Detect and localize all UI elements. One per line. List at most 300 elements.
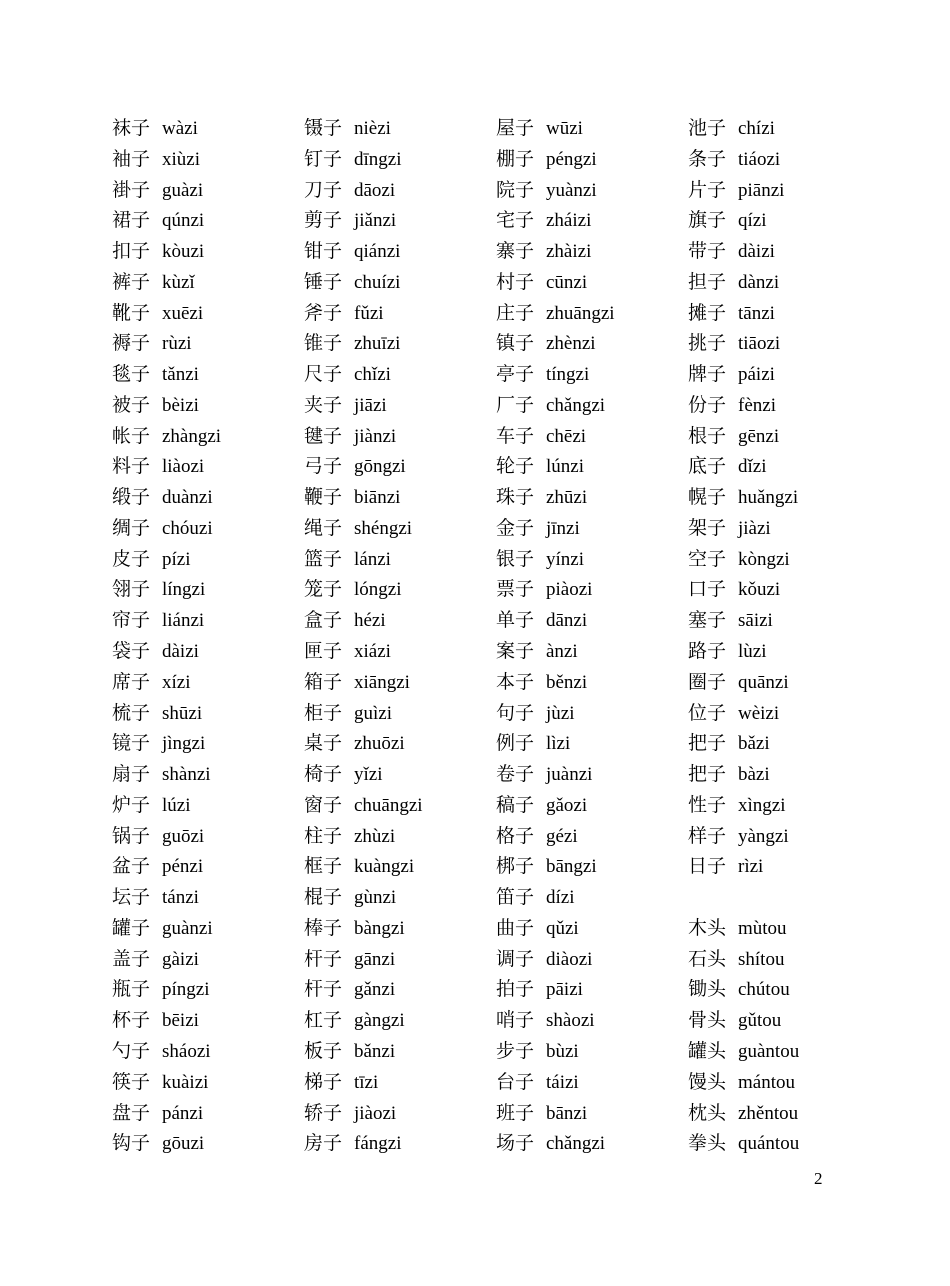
chinese-word: 院子 <box>496 178 535 201</box>
pinyin-reading: tiáozi <box>738 148 781 170</box>
chinese-word: 箱子 <box>304 670 343 693</box>
word-entry <box>112 605 302 636</box>
pinyin-reading: guàntou <box>738 1040 800 1062</box>
word-entry <box>304 482 494 513</box>
pinyin-reading: dànzi <box>738 271 780 293</box>
word-entry <box>496 790 686 821</box>
pinyin-reading: jiànzi <box>354 425 397 447</box>
pinyin-reading: kòuzi <box>162 241 205 263</box>
word-entry <box>304 359 494 390</box>
pinyin-reading: xiāngzi <box>354 671 410 693</box>
word-entry <box>112 205 302 236</box>
word-entry <box>304 1098 494 1129</box>
pinyin-reading: běnzi <box>546 671 588 693</box>
word-entry <box>688 113 878 144</box>
word-entry <box>112 544 302 575</box>
word-entry <box>112 790 302 821</box>
pinyin-reading: chuízi <box>354 271 401 293</box>
word-entry <box>304 605 494 636</box>
pinyin-reading: fángzi <box>354 1133 402 1155</box>
chinese-word: 屋子 <box>496 117 535 139</box>
pinyin-reading: jùzi <box>546 702 575 724</box>
chinese-word: 梳子 <box>112 701 151 724</box>
chinese-word: 毽子 <box>304 424 343 447</box>
chinese-word: 钩子 <box>112 1132 151 1155</box>
chinese-word: 调子 <box>496 947 535 970</box>
chinese-word: 性子 <box>688 793 727 816</box>
pinyin-reading: pāizi <box>546 979 583 1001</box>
pinyin-reading: kùzǐ <box>162 271 195 293</box>
chinese-word: 口子 <box>688 578 727 601</box>
pinyin-reading: shūzi <box>162 702 203 724</box>
chinese-word: 笼子 <box>304 578 343 601</box>
word-entry <box>496 851 686 882</box>
pinyin-reading: tánzi <box>162 887 199 909</box>
chinese-word: 扇子 <box>112 763 151 786</box>
word-entry <box>304 974 494 1005</box>
word-entry <box>112 144 302 175</box>
word-entry <box>304 1067 494 1098</box>
word-entry <box>688 636 878 667</box>
word-entry <box>496 1005 686 1036</box>
chinese-word: 绸子 <box>112 516 151 539</box>
word-entry <box>496 974 686 1005</box>
chinese-word: 锅子 <box>112 824 151 847</box>
pinyin-reading: quántou <box>738 1133 800 1155</box>
chinese-word: 案子 <box>496 640 535 663</box>
chinese-word: 袖子 <box>112 147 151 170</box>
pinyin-reading: kuàizi <box>162 1071 209 1093</box>
chinese-word: 亭子 <box>496 363 535 386</box>
pinyin-reading: guàzi <box>162 179 204 201</box>
word-entry <box>304 851 494 882</box>
pinyin-reading: jiāzi <box>354 394 387 416</box>
chinese-word: 架子 <box>688 516 727 539</box>
word-entry <box>688 482 878 513</box>
chinese-word: 席子 <box>112 670 151 693</box>
chinese-word: 梆子 <box>496 855 535 878</box>
chinese-word: 裤子 <box>112 270 151 293</box>
chinese-word: 帘子 <box>112 609 151 632</box>
chinese-word: 条子 <box>688 147 727 170</box>
word-entry <box>688 974 878 1005</box>
word-entry <box>688 421 878 452</box>
chinese-word: 筷子 <box>112 1070 151 1093</box>
chinese-word: 钉子 <box>304 147 343 170</box>
pinyin-reading: xìngzi <box>738 794 786 816</box>
chinese-word: 绳子 <box>304 516 343 539</box>
word-entry <box>688 728 878 759</box>
pinyin-reading: guìzi <box>354 702 392 724</box>
pinyin-reading: zhūzi <box>546 487 588 509</box>
chinese-word: 椅子 <box>304 763 343 786</box>
word-entry <box>112 298 302 329</box>
word-entry <box>688 944 878 975</box>
chinese-word: 房子 <box>304 1132 343 1155</box>
word-entry <box>112 759 302 790</box>
chinese-word: 镜子 <box>112 732 151 755</box>
chinese-word: 板子 <box>304 1039 343 1062</box>
chinese-word: 窗子 <box>304 793 343 816</box>
pinyin-reading: chútou <box>738 979 790 1001</box>
chinese-word: 卷子 <box>496 763 535 786</box>
pinyin-reading: dāozi <box>354 179 396 201</box>
word-entry <box>112 1036 302 1067</box>
word-column-1 <box>112 113 302 1159</box>
word-entry <box>688 298 878 329</box>
pinyin-reading: gǔtou <box>738 1010 782 1032</box>
word-entry <box>496 574 686 605</box>
blank-row <box>688 882 878 913</box>
chinese-word: 梯子 <box>304 1070 343 1093</box>
pinyin-reading: bǎzi <box>738 733 770 755</box>
pinyin-reading: pánzi <box>162 1102 204 1124</box>
pinyin-reading: xiázi <box>354 641 391 663</box>
pinyin-reading: bāngzi <box>546 856 597 878</box>
pinyin-reading: péngzi <box>546 148 597 170</box>
pinyin-reading: bēizi <box>162 1010 199 1032</box>
chinese-word: 罐头 <box>688 1039 727 1062</box>
pinyin-reading: wèizi <box>738 702 780 724</box>
word-entry <box>304 728 494 759</box>
pinyin-reading: fǔzi <box>354 302 384 324</box>
word-entry <box>304 144 494 175</box>
pinyin-reading: guànzi <box>162 917 213 939</box>
chinese-word: 炉子 <box>112 793 151 816</box>
word-entry <box>304 1036 494 1067</box>
chinese-word: 锄头 <box>688 978 727 1001</box>
pinyin-reading: dàizi <box>738 241 775 263</box>
chinese-word: 盖子 <box>112 947 151 970</box>
chinese-word: 骨头 <box>688 1009 727 1032</box>
pinyin-reading: xiùzi <box>162 148 200 170</box>
pinyin-reading: bàzi <box>738 764 770 786</box>
pinyin-reading: shítou <box>738 948 785 970</box>
word-entry <box>112 851 302 882</box>
word-entry <box>304 636 494 667</box>
pinyin-reading: wàzi <box>162 118 198 139</box>
chinese-word: 盆子 <box>112 855 151 878</box>
chinese-word: 把子 <box>688 732 727 755</box>
chinese-word: 镇子 <box>496 332 535 355</box>
pinyin-reading: qǔzi <box>546 917 579 939</box>
chinese-word: 哨子 <box>496 1009 535 1032</box>
chinese-word: 根子 <box>688 424 727 447</box>
pinyin-reading: lúnzi <box>546 456 584 478</box>
word-entry <box>112 1005 302 1036</box>
page-number: 2 <box>814 1169 823 1188</box>
pinyin-reading: páizi <box>738 364 775 386</box>
chinese-word: 木头 <box>688 916 727 939</box>
word-entry <box>112 667 302 698</box>
pinyin-reading: gōuzi <box>162 1133 205 1155</box>
word-entry <box>688 328 878 359</box>
chinese-word: 柜子 <box>304 701 343 724</box>
chinese-word: 摊子 <box>688 301 727 324</box>
word-entry <box>496 605 686 636</box>
pinyin-reading: qiánzi <box>354 241 401 263</box>
pinyin-reading: chǎngzi <box>546 394 606 416</box>
word-column-3 <box>496 113 686 1159</box>
pinyin-reading: chízi <box>738 118 775 139</box>
chinese-word: 杠子 <box>304 1009 343 1032</box>
word-entry <box>688 1036 878 1067</box>
chinese-word: 位子 <box>688 701 727 724</box>
word-entry <box>112 1098 302 1129</box>
pinyin-reading: bānzi <box>546 1102 588 1124</box>
word-entry <box>496 636 686 667</box>
word-entry <box>304 421 494 452</box>
chinese-word: 柱子 <box>304 824 343 847</box>
pinyin-reading: pénzi <box>162 856 204 878</box>
word-entry <box>688 236 878 267</box>
word-entry <box>112 944 302 975</box>
word-entry <box>112 359 302 390</box>
pinyin-reading: nièzi <box>354 118 391 139</box>
word-entry <box>688 390 878 421</box>
word-entry <box>304 451 494 482</box>
word-entry <box>496 1098 686 1129</box>
word-entry <box>688 359 878 390</box>
pinyin-reading: lóngzi <box>354 579 402 601</box>
pinyin-reading: chóuzi <box>162 517 213 539</box>
chinese-word: 夹子 <box>304 393 343 416</box>
pinyin-reading: zhàizi <box>546 241 592 263</box>
chinese-word: 框子 <box>304 855 343 878</box>
word-entry <box>112 236 302 267</box>
pinyin-reading: shàozi <box>546 1010 595 1032</box>
word-entry <box>688 513 878 544</box>
pinyin-reading: rìzi <box>738 856 764 878</box>
chinese-word: 车子 <box>496 424 535 447</box>
word-entry <box>112 513 302 544</box>
chinese-word: 剪子 <box>304 209 343 232</box>
pinyin-reading: bǎnzi <box>354 1040 396 1062</box>
chinese-word: 尺子 <box>304 363 343 386</box>
pinyin-reading: fènzi <box>738 394 776 416</box>
word-entry <box>496 236 686 267</box>
word-entry <box>688 790 878 821</box>
pinyin-reading: tīzi <box>354 1071 379 1093</box>
pinyin-reading: duànzi <box>162 487 213 509</box>
word-entry <box>496 144 686 175</box>
pinyin-reading: jiàozi <box>354 1102 397 1124</box>
pinyin-reading: zhěntou <box>738 1102 799 1124</box>
word-entry <box>112 698 302 729</box>
word-entry <box>496 267 686 298</box>
pinyin-reading: zhàngzi <box>162 425 222 447</box>
chinese-word: 厂子 <box>496 393 535 416</box>
word-entry <box>688 1005 878 1036</box>
word-entry <box>112 267 302 298</box>
word-entry <box>496 113 686 144</box>
pinyin-reading: jiǎnzi <box>354 210 397 232</box>
pinyin-reading: kǒuzi <box>738 579 781 601</box>
word-entry <box>496 759 686 790</box>
pinyin-reading: lúzi <box>162 794 191 816</box>
chinese-word: 勺子 <box>112 1039 151 1062</box>
chinese-word: 扣子 <box>112 240 151 263</box>
pinyin-reading: bèizi <box>162 394 199 416</box>
word-entry <box>304 574 494 605</box>
word-entry <box>112 574 302 605</box>
chinese-word: 拳头 <box>688 1132 727 1155</box>
chinese-word: 裙子 <box>112 209 151 232</box>
word-entry <box>496 821 686 852</box>
chinese-word: 带子 <box>688 240 727 263</box>
pinyin-reading: gézi <box>546 825 578 847</box>
pinyin-reading: lánzi <box>354 548 391 570</box>
pinyin-reading: juànzi <box>546 764 593 786</box>
word-entry <box>496 359 686 390</box>
chinese-word: 拍子 <box>496 978 535 1001</box>
chinese-word: 日子 <box>688 855 727 878</box>
pinyin-reading: gēnzi <box>738 425 780 447</box>
chinese-word: 庄子 <box>496 301 535 324</box>
word-entry <box>304 790 494 821</box>
pinyin-reading: píngzi <box>162 979 210 1001</box>
chinese-word: 弓子 <box>304 455 343 478</box>
word-entry <box>304 667 494 698</box>
pinyin-reading: mántou <box>738 1071 795 1093</box>
chinese-word: 镊子 <box>304 117 343 139</box>
word-entry <box>688 574 878 605</box>
chinese-word: 罐子 <box>112 916 151 939</box>
chinese-word: 匣子 <box>304 640 343 663</box>
pinyin-reading: dānzi <box>546 610 588 632</box>
word-entry <box>112 421 302 452</box>
word-entry <box>496 944 686 975</box>
pinyin-reading: dàizi <box>162 641 199 663</box>
pinyin-reading: zhuōzi <box>354 733 405 755</box>
pinyin-reading: chǎngzi <box>546 1133 606 1155</box>
pinyin-reading: wūzi <box>546 118 583 139</box>
chinese-word: 票子 <box>496 578 535 601</box>
pinyin-reading: chǐzi <box>354 364 391 386</box>
chinese-word: 本子 <box>496 670 535 693</box>
word-entry <box>688 205 878 236</box>
chinese-word: 空子 <box>688 547 727 570</box>
chinese-word: 池子 <box>688 117 727 139</box>
word-entry <box>304 944 494 975</box>
pinyin-reading: gàizi <box>162 948 199 970</box>
chinese-word: 塞子 <box>688 609 727 632</box>
pinyin-reading: rùzi <box>162 333 192 355</box>
word-entry <box>688 267 878 298</box>
chinese-word: 枕头 <box>688 1101 727 1124</box>
word-column-4 <box>688 113 878 1159</box>
chinese-word: 鞭子 <box>304 486 343 509</box>
pinyin-reading: huǎngzi <box>738 487 799 509</box>
pinyin-reading: xuēzi <box>162 302 204 324</box>
word-entry <box>496 482 686 513</box>
word-entry <box>112 113 302 144</box>
pinyin-reading: lìzi <box>546 733 571 755</box>
pinyin-reading: yínzi <box>546 548 584 570</box>
pinyin-reading: xízi <box>162 671 191 693</box>
chinese-word: 斧子 <box>304 301 343 324</box>
pinyin-reading: táizi <box>546 1071 579 1093</box>
chinese-word: 料子 <box>112 455 151 478</box>
chinese-word: 棒子 <box>304 916 343 939</box>
word-entry <box>688 1128 878 1159</box>
word-entry <box>112 728 302 759</box>
word-entry <box>304 236 494 267</box>
word-entry <box>688 667 878 698</box>
word-entry <box>304 698 494 729</box>
word-column-2 <box>304 113 494 1159</box>
pinyin-reading: jìngzi <box>162 733 206 755</box>
chinese-word: 翎子 <box>112 578 151 601</box>
word-entry <box>304 1005 494 1036</box>
word-entry <box>304 328 494 359</box>
pinyin-reading: liánzi <box>162 610 205 632</box>
pinyin-reading: bùzi <box>546 1040 579 1062</box>
chinese-word: 样子 <box>688 824 727 847</box>
word-entry <box>688 144 878 175</box>
word-entry <box>496 667 686 698</box>
chinese-word: 句子 <box>496 701 535 724</box>
pinyin-reading: yàngzi <box>738 825 789 847</box>
word-entry <box>112 1067 302 1098</box>
word-entry <box>496 1128 686 1159</box>
word-entry <box>304 821 494 852</box>
chinese-word: 坛子 <box>112 886 151 909</box>
chinese-word: 班子 <box>496 1101 535 1124</box>
word-entry <box>304 267 494 298</box>
pinyin-reading: ànzi <box>546 641 578 663</box>
word-entry <box>112 451 302 482</box>
word-entry <box>496 1036 686 1067</box>
chinese-word: 杯子 <box>112 1009 151 1032</box>
chinese-word: 馒头 <box>688 1070 727 1093</box>
pinyin-reading: zhuāngzi <box>546 302 615 324</box>
chinese-word: 台子 <box>496 1070 535 1093</box>
chinese-word: 寨子 <box>496 240 535 263</box>
chinese-word: 棍子 <box>304 886 343 909</box>
chinese-word: 曲子 <box>496 916 535 939</box>
pinyin-reading: dǐzi <box>738 456 767 478</box>
word-entry <box>112 482 302 513</box>
chinese-word: 单子 <box>496 609 535 632</box>
pinyin-reading: tiāozi <box>738 333 781 355</box>
chinese-word: 缎子 <box>112 486 151 509</box>
word-entry <box>496 328 686 359</box>
pinyin-reading: língzi <box>162 579 206 601</box>
word-entry <box>688 698 878 729</box>
pinyin-reading: zháizi <box>546 210 592 232</box>
pinyin-reading: mùtou <box>738 917 787 939</box>
chinese-word: 袋子 <box>112 640 151 663</box>
chinese-word: 旗子 <box>688 209 727 232</box>
chinese-word: 袜子 <box>112 117 151 139</box>
chinese-word: 褂子 <box>112 178 151 201</box>
pinyin-reading: jīnzi <box>546 517 580 539</box>
word-entry <box>112 175 302 206</box>
chinese-word: 格子 <box>496 824 535 847</box>
word-entry <box>496 698 686 729</box>
pinyin-reading: kòngzi <box>738 548 790 570</box>
word-entry <box>496 544 686 575</box>
chinese-word: 刀子 <box>304 178 343 201</box>
pinyin-reading: sháozi <box>162 1040 211 1062</box>
pinyin-reading: guōzi <box>162 825 205 847</box>
pinyin-reading: tǎnzi <box>162 364 199 386</box>
chinese-word: 帐子 <box>112 424 151 447</box>
word-entry <box>304 513 494 544</box>
pinyin-reading: yuànzi <box>546 179 597 201</box>
chinese-word: 场子 <box>496 1132 535 1155</box>
